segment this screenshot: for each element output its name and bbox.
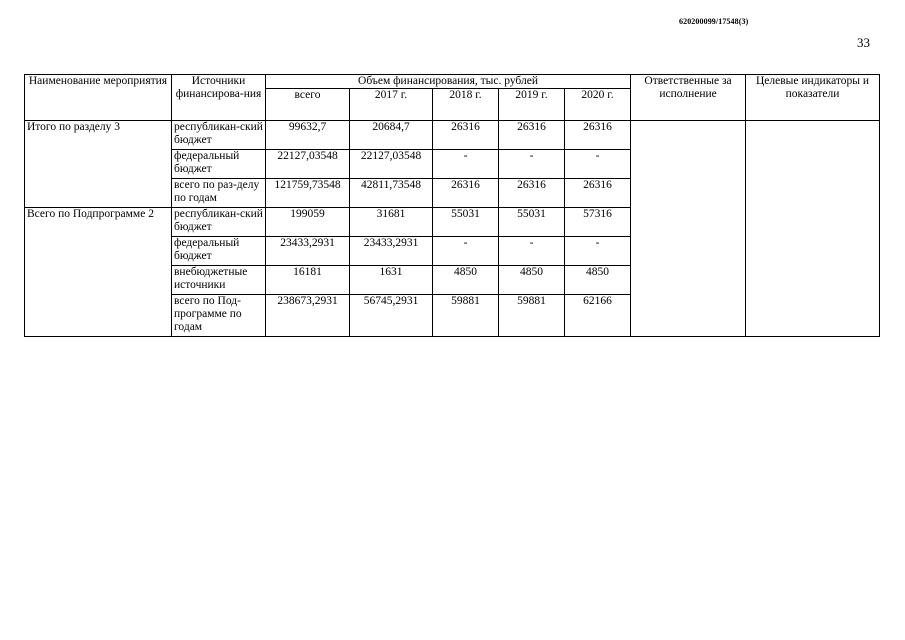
header-2017: 2017 г. (350, 89, 433, 121)
y2019-cell: 59881 (499, 295, 565, 337)
responsible-cell (631, 121, 746, 337)
source-cell: всего по раз-делу по годам (172, 179, 266, 208)
y2020-cell: - (565, 237, 631, 266)
total-cell: 199059 (266, 208, 350, 237)
y2020-cell: - (565, 150, 631, 179)
table-row (25, 121, 880, 150)
header-2018: 2018 г. (433, 89, 499, 121)
page-number: 33 (857, 35, 870, 50)
document-code: 620200099/17548(3) (679, 17, 749, 26)
y2020-cell: 62166 (565, 295, 631, 337)
y2017-cell: 20684,7 (350, 121, 433, 150)
total-cell: 99632,7 (266, 121, 350, 150)
header-volume-group: Объем финансирования, тыс. рублей (266, 75, 631, 89)
y2020-cell: 26316 (565, 179, 631, 208)
y2020-cell: 26316 (565, 121, 631, 150)
source-cell: республикан-ский бюджет (172, 208, 266, 237)
y2018-cell: 59881 (433, 295, 499, 337)
y2019-cell: 4850 (499, 266, 565, 295)
source-cell: всего по Под-программе по годам (172, 295, 266, 337)
source-cell: республикан-ский бюджет (172, 121, 266, 150)
header-name: Наименование мероприятия (25, 75, 172, 121)
y2017-cell: 42811,73548 (350, 179, 433, 208)
y2018-cell: 4850 (433, 266, 499, 295)
header-indicators: Целевые индикаторы и показатели (746, 75, 880, 121)
y2018-cell: - (433, 237, 499, 266)
total-cell: 121759,73548 (266, 179, 350, 208)
y2019-cell: 26316 (499, 179, 565, 208)
y2018-cell: - (433, 150, 499, 179)
y2019-cell: 26316 (499, 121, 565, 150)
indicators-cell (746, 121, 880, 337)
header-2020: 2020 г. (565, 89, 631, 121)
header-total: всего (266, 89, 350, 121)
financing-table (24, 74, 880, 337)
header-responsible: Ответственные за исполнение (631, 75, 746, 121)
header-sources: Источники финансирова-ния (172, 75, 266, 121)
y2017-cell: 23433,2931 (350, 237, 433, 266)
source-cell: федеральный бюджет (172, 237, 266, 266)
y2018-cell: 55031 (433, 208, 499, 237)
y2019-cell: - (499, 150, 565, 179)
y2017-cell: 31681 (350, 208, 433, 237)
header-2019: 2019 г. (499, 89, 565, 121)
y2017-cell: 56745,2931 (350, 295, 433, 337)
total-cell: 238673,2931 (266, 295, 350, 337)
y2018-cell: 26316 (433, 121, 499, 150)
total-cell: 22127,03548 (266, 150, 350, 179)
total-cell: 16181 (266, 266, 350, 295)
y2017-cell: 22127,03548 (350, 150, 433, 179)
y2019-cell: - (499, 237, 565, 266)
group-name: Итого по разделу 3 (25, 121, 172, 208)
y2019-cell: 55031 (499, 208, 565, 237)
y2020-cell: 57316 (565, 208, 631, 237)
group-name: Всего по Подпрограмме 2 (25, 208, 172, 337)
y2018-cell: 26316 (433, 179, 499, 208)
source-cell: федеральный бюджет (172, 150, 266, 179)
y2017-cell: 1631 (350, 266, 433, 295)
y2020-cell: 4850 (565, 266, 631, 295)
source-cell: внебюджетные источники (172, 266, 266, 295)
total-cell: 23433,2931 (266, 237, 350, 266)
